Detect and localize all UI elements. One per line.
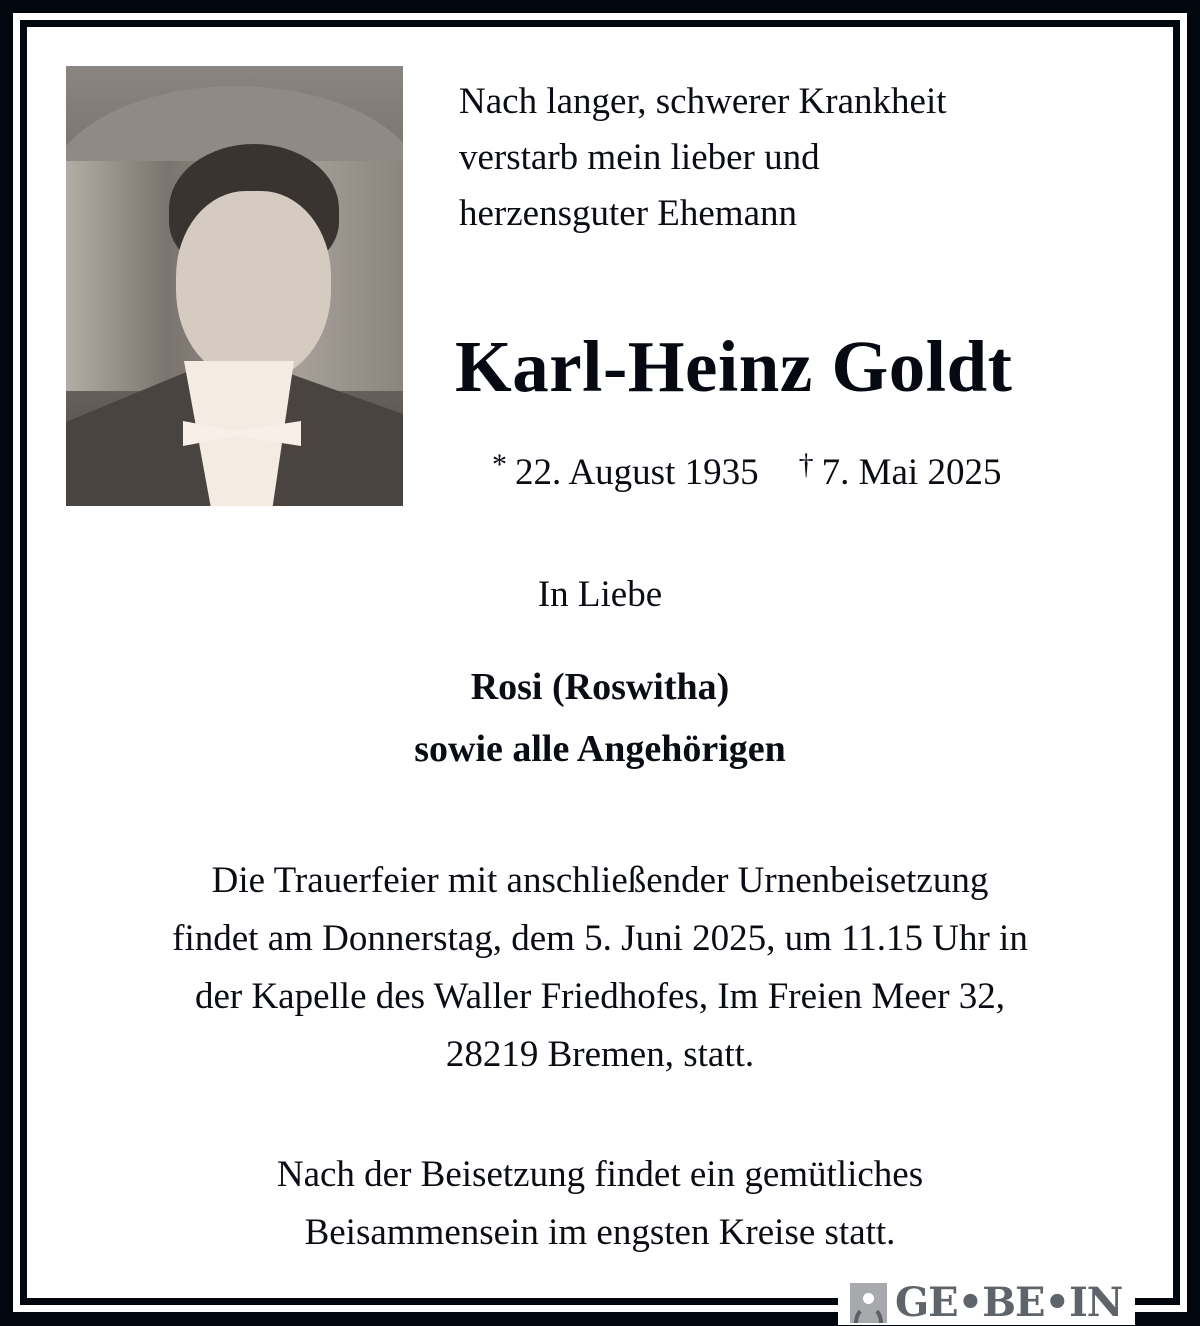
life-dates xyxy=(492,440,1132,498)
intro-line: Nach langer, schwerer Krankheit xyxy=(459,81,947,122)
deceased-name: Karl-Heinz Goldt xyxy=(455,326,1013,407)
birth-star-icon: * xyxy=(492,448,507,481)
portrait-photo xyxy=(66,66,403,506)
after-line: Nach der Beisetzung findet ein gemütliches xyxy=(276,1154,924,1195)
in-love-text: In Liebe xyxy=(537,574,663,615)
in-love-label xyxy=(27,570,1173,620)
after-line: Beisammensein im engsten Kreise statt. xyxy=(304,1212,896,1253)
service-line: findet am Donnerstag, dem 5. Juni 2025, um 11.15 Uhr in xyxy=(172,918,1028,959)
birth-date: 22. August 1935 xyxy=(515,452,759,493)
death-date: 7. Mai 2025 xyxy=(821,452,1002,493)
intro-text xyxy=(459,74,1139,242)
death-cross-icon: † xyxy=(798,448,814,481)
intro-line: herzensguter Ehemann xyxy=(459,193,797,234)
intro-line: verstarb mein lieber und xyxy=(459,137,820,178)
after-info xyxy=(27,1146,1173,1262)
service-line: 28219 Bremen, statt. xyxy=(445,1034,755,1075)
gebein-figure-icon xyxy=(850,1283,887,1323)
signer-line: Rosi (Roswitha) xyxy=(470,666,730,708)
service-line: Die Trauerfeier mit anschließender Urnenbeisetzung xyxy=(211,860,989,901)
logo-text: GE•BE•IN xyxy=(895,1279,1123,1326)
gebein-logo xyxy=(838,1280,1135,1325)
service-info xyxy=(27,852,1173,1084)
signers xyxy=(27,656,1173,780)
service-line: der Kapelle des Waller Friedhofes, Im Freien Meer 32, xyxy=(194,976,1006,1017)
signer-line: sowie alle Angehörigen xyxy=(414,728,786,770)
